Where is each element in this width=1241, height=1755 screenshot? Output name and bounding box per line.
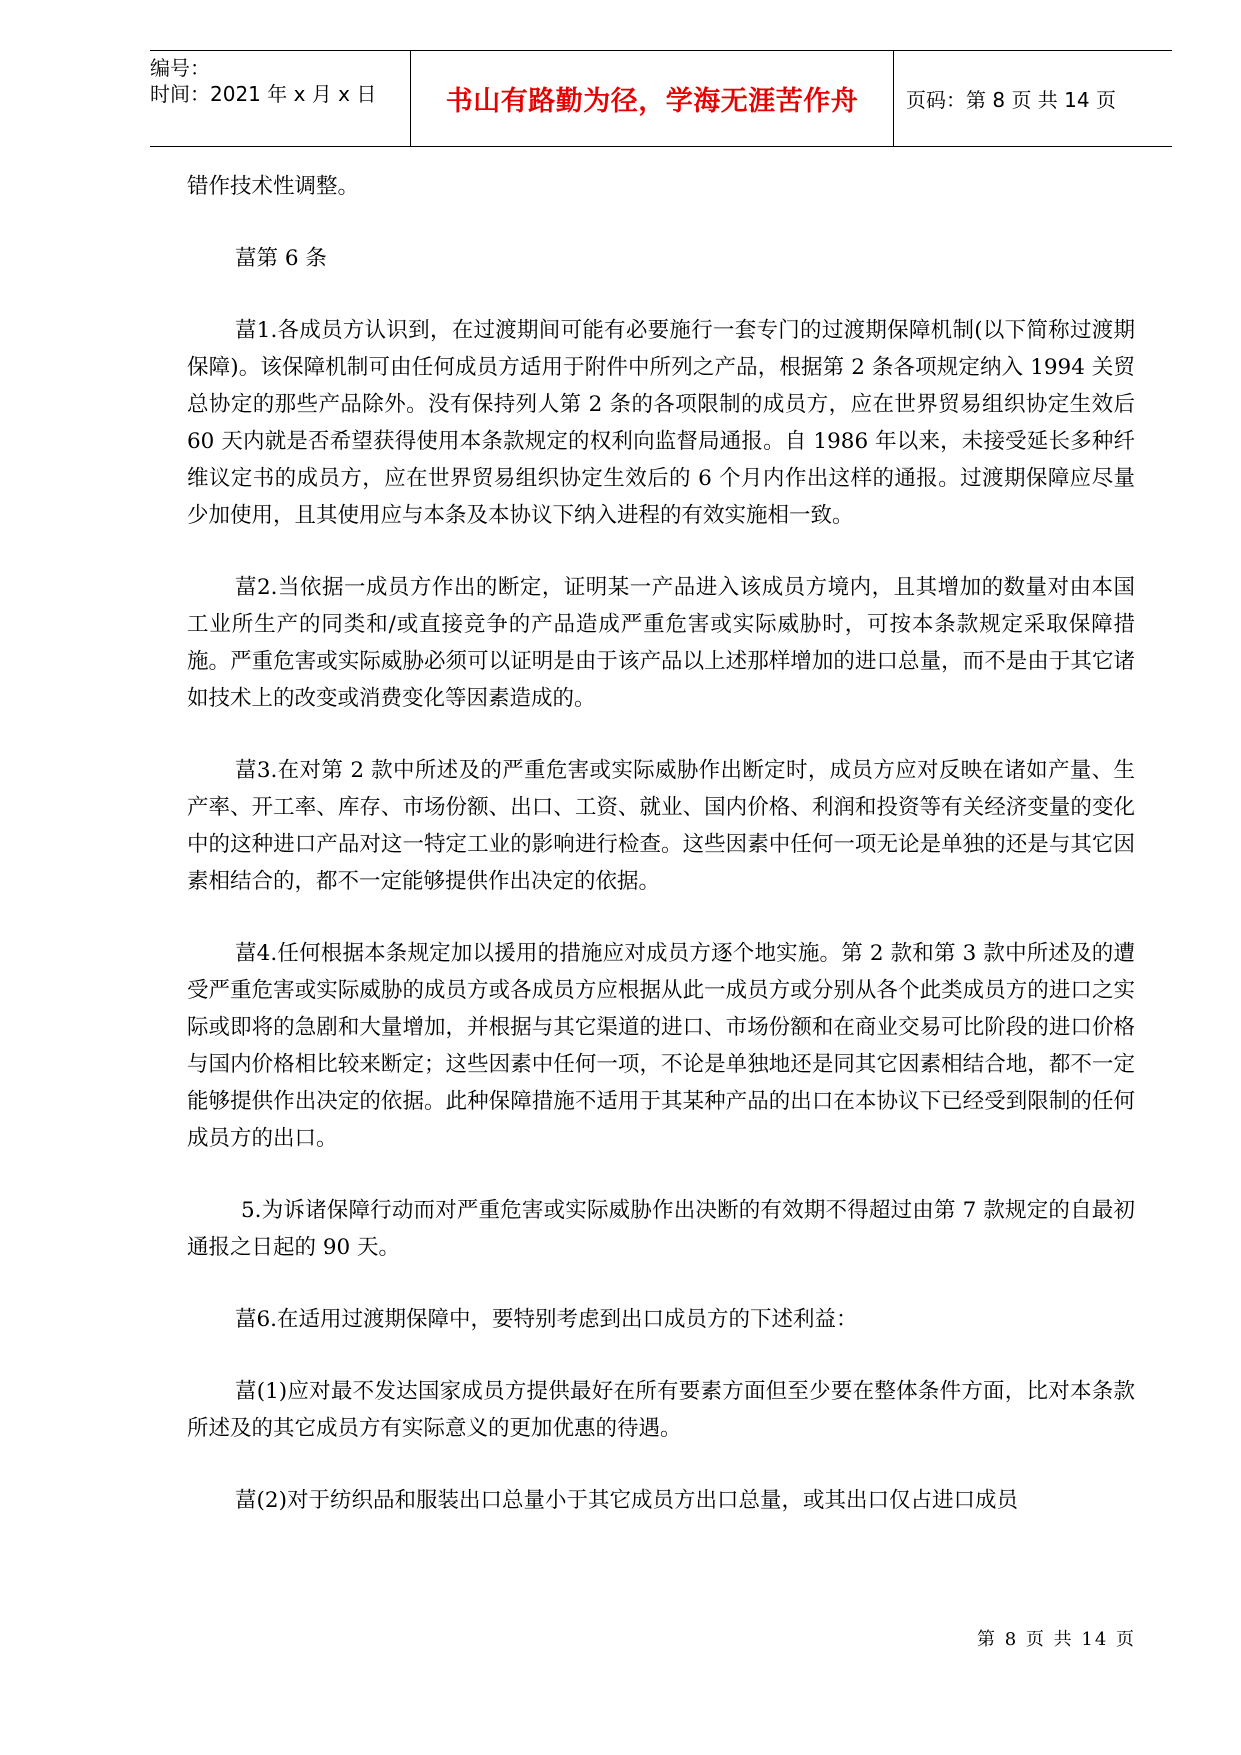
- paragraph-clause-6-1: 葍(1)应对最不发达国家成员方提供最好在所有要素方面但至少要在整体条件方面，比对本条款所述及的其它成员方有实际意义的更加优惠的待遇。: [187, 1379, 1135, 1441]
- paragraph-clause-3: 葍3.在对第 2 款中所述及的严重危害或实际威胁作出断定时，成员方应对反映在诸如产量、生产率、开工率、库存、市场份额、出口、工资、就业、国内价格、利润和投资等有关经济变量的变化中的这种进口产品对这一特定工业的影响进行检查。这些因素中任何一项无论是单独的还是与其它因素相结合的，都不一定能够提供作出决定的依据。: [187, 758, 1135, 894]
- header-meta: [150, 51, 410, 146]
- header-page-info-cell: [894, 51, 1172, 146]
- paragraph-clause-6-2: 葍(2)对于纺织品和服装出口总量小于其它成员方出口总量，或其出口仅占进口成员: [235, 1488, 1018, 1513]
- document-body: [187, 168, 1135, 1554]
- header-motto: 书山有路勤为径，学海无涯苦作舟: [445, 86, 859, 117]
- article-heading: 葍第 6 条: [235, 246, 327, 271]
- paragraph-clause-5: 5.为诉诸保障行动而对严重危害或实际威胁作出决断的有效期不得超过由第 7 款规定的自最初通报之日起的 90 天。: [187, 1198, 1135, 1260]
- document-time-label: 时间：2021 年 x 月 x 日: [150, 82, 377, 106]
- paragraph-clause-4: 葍4.任何根据本条规定加以援用的措施应对成员方逐个地实施。第 2 款和第 3 款中所述及的遭受严重危害或实际威胁的成员方或各成员方应根据从此一成员方或分别从各个此类成员方的进口之实际或即将的急剧和大量增加，并根据与其它渠道的进口、市场份额和在商业交易可比阶段的进口价格与国内价格相比较来断定；这些因素中任何一项，不论是单独地还是同其它因素相结合地，都不一定能够提供作出决定的依据。此种保障措施不适用于其某种产品的出口在本协议下已经受到限制的任何成员方的出口。: [187, 941, 1135, 1151]
- paragraph-continuation: 错作技术性调整。: [187, 174, 360, 199]
- paragraph-clause-1: 葍1.各成员方认识到，在过渡期间可能有必要施行一套专门的过渡期保障机制(以下简称过渡期保障)。该保障机制可由任何成员方适用于附件中所列之产品，根据第 2 条各项规定纳入 1994 关贸总协定的那些产品除外。没有保持列人第 2 条的各项限制的成员方，应在世界贸易组织协定生效后 60 天内就是否希望获得使用本条款规定的权利向监督局通报。自 1986 年以来，未接受延长多种纤维议定书的成员方，应在世界贸易组织协定生效后的 6 个月内作出这样的通报。过渡期保障应尽量少加使用，且其使用应与本条及本协议下纳入进程的有效实施相一致。: [187, 318, 1135, 528]
- paragraph-clause-2: 葍2.当依据一成员方作出的断定，证明某一产品进入该成员方境内，且其增加的数量对由本国工业所生产的同类和/或直接竞争的产品造成严重危害或实际威胁时，可按本条款规定采取保障措施。严重危害或实际威胁必须可以证明是由于该产品以上述那样增加的进口总量，而不是由于其它诸如技术上的改变或消费变化等因素造成的。: [187, 575, 1135, 711]
- header-page-info: 页码：第 8 页 共 14 页: [906, 88, 1116, 112]
- header-motto-cell: [410, 51, 894, 146]
- page-header: [150, 50, 1172, 147]
- page-footer: 第 8 页 共 14 页: [977, 1629, 1136, 1650]
- document-number-label: 编号：: [150, 56, 210, 80]
- paragraph-clause-6: 葍6.在适用过渡期保障中，要特别考虑到出口成员方的下述利益：: [235, 1307, 858, 1332]
